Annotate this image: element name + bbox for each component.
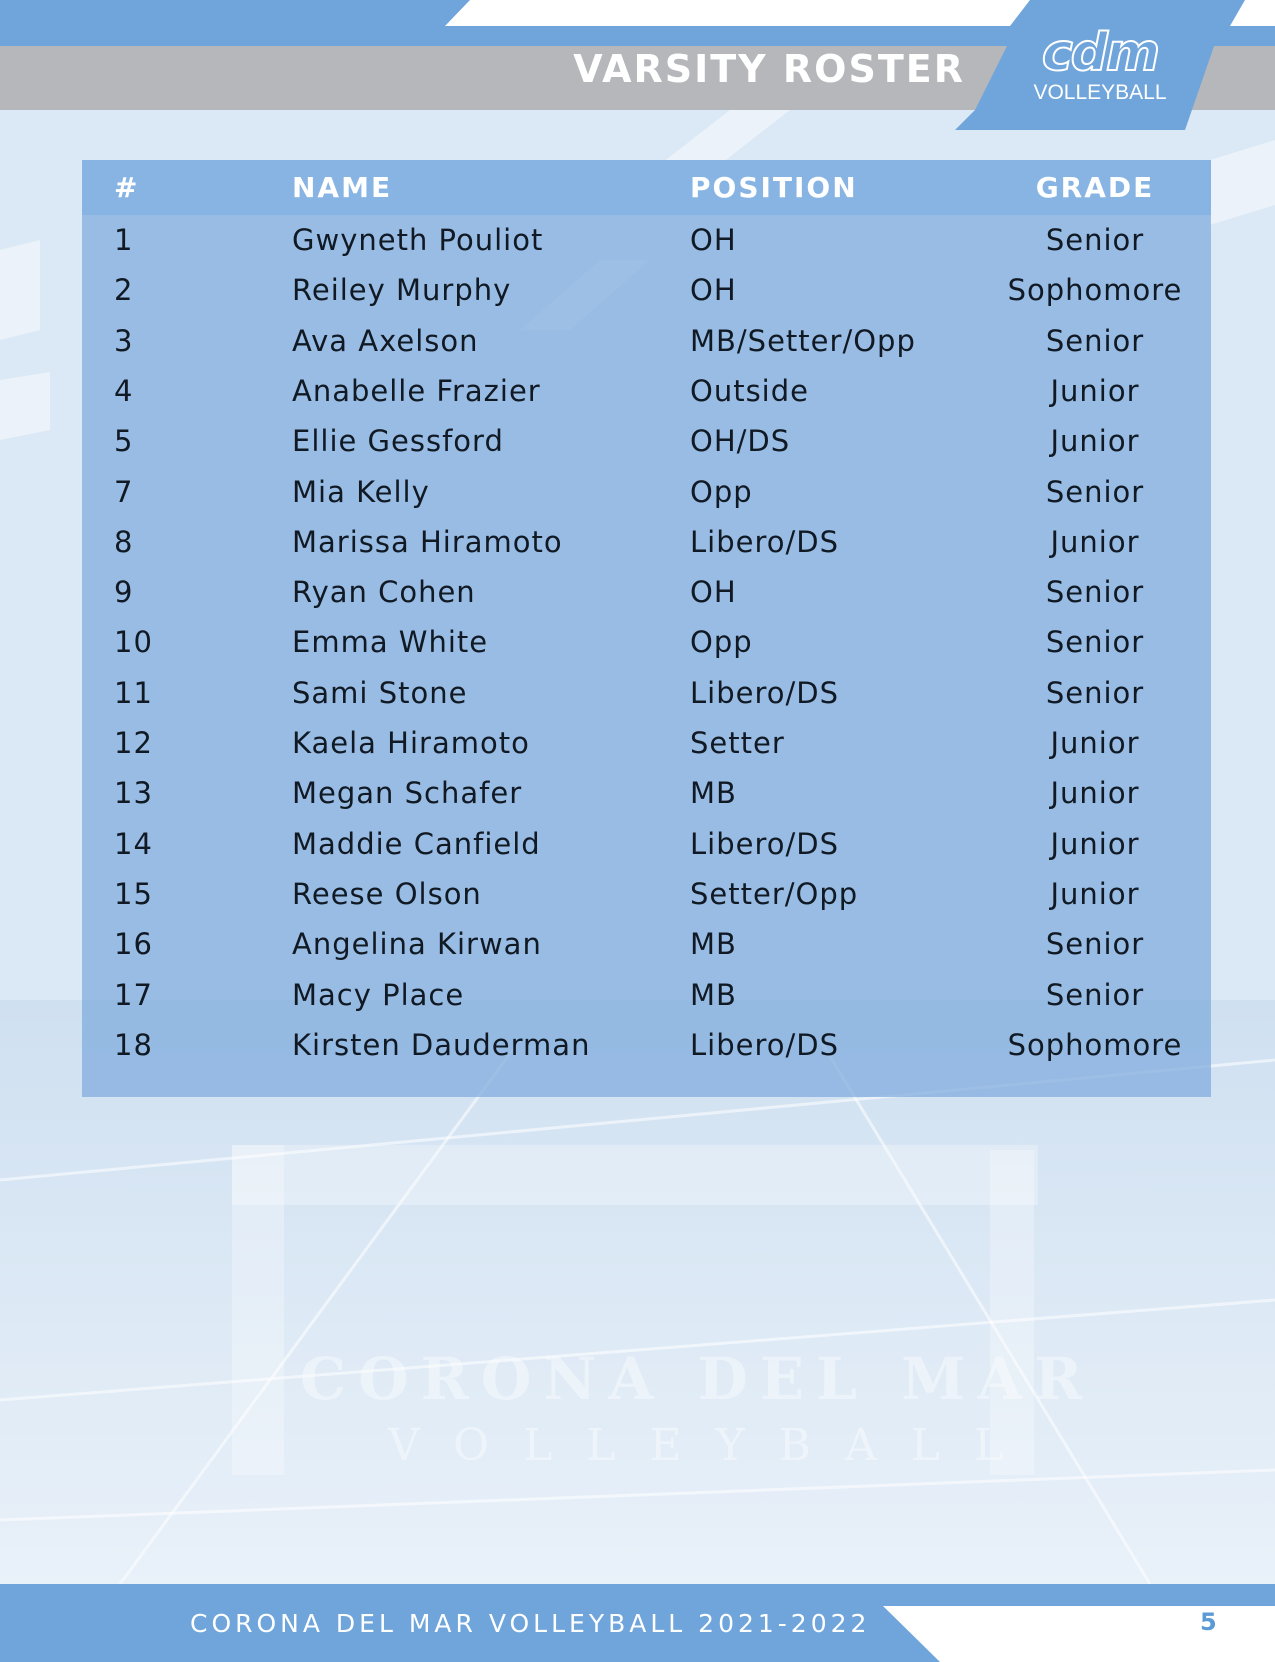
table-row (82, 619, 1211, 669)
player-name: Ryan Cohen (292, 575, 476, 610)
player-name: Maddie Canfield (292, 826, 541, 861)
table-row (82, 1022, 1211, 1072)
player-position: Setter (690, 726, 785, 760)
player-name: Gwyneth Pouliot (292, 223, 544, 257)
player-position: Outside (690, 373, 809, 408)
player-grade: Sophomore (1007, 1027, 1183, 1062)
player-position: MB (690, 927, 737, 962)
player-number: 14 (114, 826, 153, 861)
player-position: Setter/Opp (690, 876, 859, 911)
player-position: Libero/DS (690, 1027, 840, 1062)
player-grade: Junior (1050, 424, 1140, 459)
player-name: Emma White (292, 625, 489, 660)
table-row (82, 368, 1211, 418)
player-grade: Sophomore (1007, 273, 1183, 308)
player-number: 3 (114, 323, 134, 358)
player-position: OH (690, 223, 737, 257)
player-grade: Junior (1050, 726, 1140, 760)
player-position: Opp (690, 474, 753, 509)
page-number: 5 (1200, 1608, 1217, 1636)
table-row (82, 519, 1211, 569)
player-position: OH (690, 273, 737, 308)
player-grade: Senior (1045, 223, 1145, 257)
player-number: 7 (114, 474, 134, 509)
player-number: 5 (114, 424, 134, 459)
player-grade: Senior (1045, 977, 1145, 1012)
player-name: Angelina Kirwan (292, 927, 542, 962)
logo-subtitle: VOLLEYBALL (1033, 81, 1167, 104)
player-name: Ellie Gessford (292, 424, 504, 459)
footer-text: CORONA DEL MAR VOLLEYBALL 2021-2022 (190, 1609, 871, 1638)
player-number: 4 (114, 373, 134, 408)
player-grade: Senior (1045, 323, 1145, 358)
table-row (82, 871, 1211, 921)
player-position: Libero/DS (690, 524, 840, 559)
player-number: 10 (114, 625, 153, 660)
player-number: 2 (114, 273, 134, 308)
player-number: 11 (114, 675, 153, 710)
table-row (82, 670, 1211, 720)
player-number: 15 (114, 876, 153, 911)
player-grade: Junior (1050, 373, 1140, 408)
player-number: 9 (114, 575, 134, 610)
table-row (82, 318, 1211, 368)
player-position: Opp (690, 625, 753, 660)
table-row (82, 821, 1211, 871)
table-row (82, 921, 1211, 971)
player-name: Reese Olson (292, 876, 482, 911)
player-position: MB (690, 977, 737, 1012)
player-number: 18 (114, 1027, 153, 1062)
player-grade: Junior (1050, 826, 1140, 861)
player-grade: Senior (1045, 625, 1145, 660)
player-number: 1 (114, 223, 134, 257)
table-row (82, 469, 1211, 519)
column-header-grade: GRADE (1035, 171, 1155, 204)
player-name: Mia Kelly (292, 474, 430, 509)
table-row (82, 720, 1211, 770)
table-row (82, 217, 1211, 267)
player-number: 17 (114, 977, 153, 1012)
page-title: VARSITY ROSTER (573, 47, 965, 91)
column-header-number: # (114, 171, 140, 204)
player-grade: Junior (1050, 876, 1140, 911)
player-number: 16 (114, 927, 153, 962)
player-name: Sami Stone (292, 675, 468, 710)
player-position: MB/Setter/Opp (690, 323, 916, 358)
player-position: OH/DS (690, 424, 791, 459)
table-row (82, 569, 1211, 619)
player-name: Macy Place (292, 977, 465, 1012)
player-name: Reiley Murphy (292, 273, 512, 308)
table-row (82, 267, 1211, 317)
table-row (82, 770, 1211, 820)
player-grade: Senior (1045, 474, 1145, 509)
roster-header-row (82, 160, 1211, 215)
table-row (82, 972, 1211, 1022)
player-name: Marissa Hiramoto (292, 524, 563, 559)
table-row (82, 418, 1211, 468)
player-number: 12 (114, 726, 153, 760)
player-grade: Senior (1045, 927, 1145, 962)
player-position: Libero/DS (690, 826, 840, 861)
watermark-subtitle: VOLLEYBALL (388, 1420, 1038, 1471)
player-name: Ava Axelson (292, 323, 479, 358)
player-position: Libero/DS (690, 675, 840, 710)
player-name: Kaela Hiramoto (292, 726, 530, 760)
player-name: Kirsten Dauderman (292, 1027, 591, 1062)
player-number: 8 (114, 524, 134, 559)
cdm-volleyball-logo (1020, 24, 1180, 112)
player-grade: Senior (1045, 675, 1145, 710)
player-position: OH (690, 575, 737, 610)
player-name: Anabelle Frazier (292, 373, 541, 408)
roster-table (82, 160, 1211, 1097)
player-number: 13 (114, 776, 153, 811)
player-grade: Junior (1050, 776, 1140, 811)
column-header-name: NAME (292, 171, 393, 204)
player-name: Megan Schafer (292, 776, 523, 811)
logo-mark: cdm (1041, 23, 1159, 83)
watermark-title: CORONA DEL MAR (300, 1345, 1095, 1413)
player-grade: Senior (1045, 575, 1145, 610)
column-header-position: POSITION (690, 171, 858, 204)
player-grade: Junior (1050, 524, 1140, 559)
player-position: MB (690, 776, 737, 811)
